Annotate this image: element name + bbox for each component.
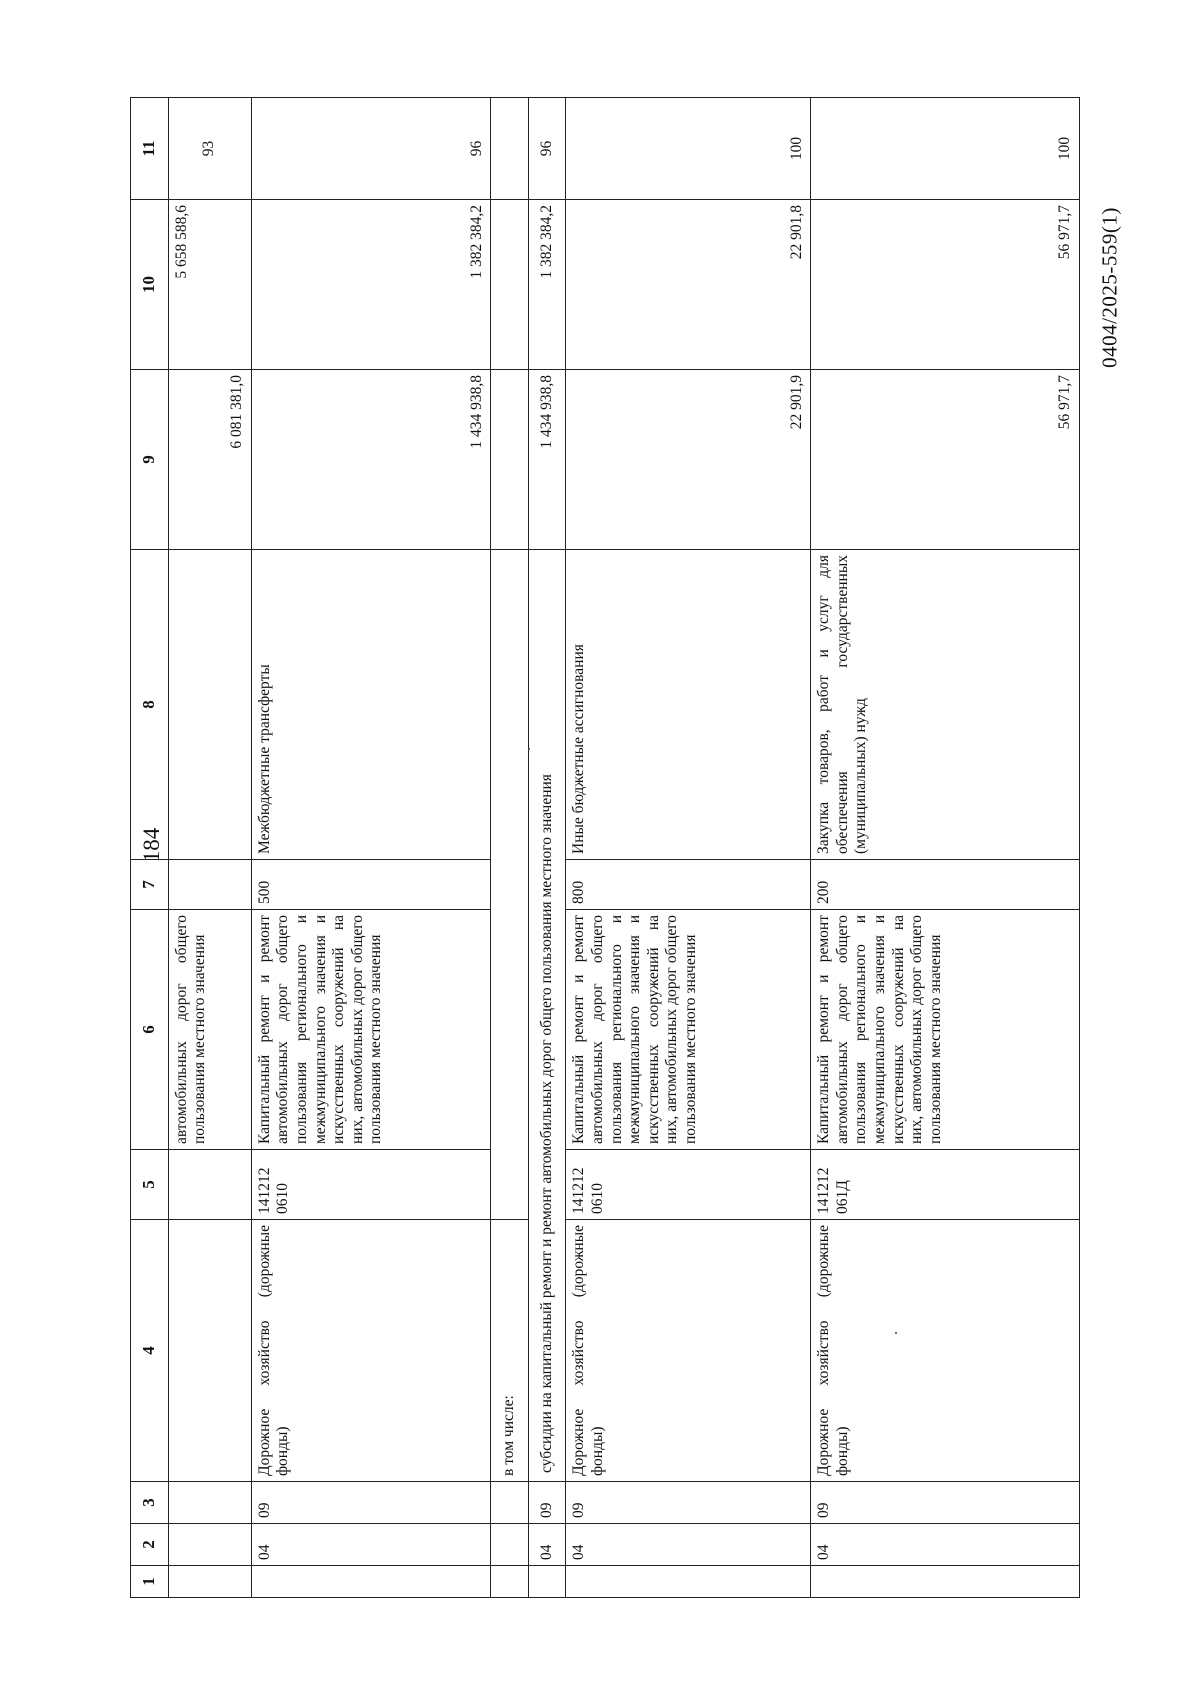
cell: 141212 0610 — [566, 1150, 811, 1220]
cell: 800 — [566, 860, 811, 910]
cell: 500 — [251, 860, 491, 910]
cell — [566, 1566, 811, 1598]
cell: Дорожное хозяйство (дорожные фонды) — [566, 1220, 811, 1482]
cell — [168, 860, 251, 910]
cell-amount: 6 081 381,0 — [168, 370, 251, 550]
cell: 09 — [811, 1482, 1080, 1524]
cell — [491, 200, 529, 370]
cell — [491, 1482, 529, 1524]
subsidy-description: субсидии на капитальный ремонт и ремонт автомобильных дорог общего пользования местного значения — [528, 550, 566, 1482]
cell — [491, 1524, 529, 1566]
header-cell: 1 — [131, 1566, 169, 1598]
cell — [251, 1566, 491, 1598]
cell — [168, 1150, 251, 1220]
cell — [168, 1482, 251, 1524]
cell — [491, 370, 529, 550]
cell: Капитальный ремонт и ремонт автомобильных дорог общего пользования регионального и межмуниципального значения и искусственных сооружений на них, автомобильных дорог общего пользования местного значения — [251, 910, 491, 1150]
cell-amount: 56 971,7 — [811, 200, 1080, 370]
cell-amount: 1 382 384,2 — [251, 200, 491, 370]
table-row — [491, 98, 529, 1598]
budget-table-container — [130, 98, 1080, 1598]
cell-percent: 93 — [168, 98, 251, 200]
cell-percent: 100 — [811, 98, 1080, 200]
in-that-number-label: в том числе: — [491, 1220, 529, 1482]
table-row — [168, 98, 251, 1598]
header-cell: 8 — [131, 550, 169, 860]
cell: 09 — [251, 1482, 491, 1524]
cell — [528, 1566, 566, 1598]
cell — [168, 1566, 251, 1598]
header-cell: 5 — [131, 1150, 169, 1220]
cell-percent: 96 — [251, 98, 491, 200]
header-cell: 11 — [131, 98, 169, 200]
cell: автомобильных дорог общего пользования местного значения — [168, 910, 251, 1150]
cell-percent: 96 — [528, 98, 566, 200]
cell: 04 — [251, 1524, 491, 1566]
page-number: 184 — [139, 827, 164, 863]
cell — [491, 1566, 529, 1598]
scan-speck — [895, 1332, 897, 1334]
cell — [491, 550, 529, 1220]
cell-amount: 5 658 588,6 — [168, 200, 251, 370]
header-cell: 10 — [131, 200, 169, 370]
cell: 200 — [811, 860, 1080, 910]
table-row — [811, 98, 1080, 1598]
cell: 04 — [528, 1524, 566, 1566]
cell: Капитальный ремонт и ремонт автомобильных дорог общего пользования регионального и межмуниципального значения и искусственных сооружений на них, автомобильных дорог общего пользования местного значения — [811, 910, 1080, 1150]
cell: 141212 0610 — [251, 1150, 491, 1220]
cell: 09 — [528, 1482, 566, 1524]
cell: Дорожное хозяйство (дорожные фонды) — [251, 1220, 491, 1482]
cell: Дорожное хозяйство (дорожные фонды) — [811, 1220, 1080, 1482]
table-row — [528, 98, 566, 1598]
header-cell: 9 — [131, 370, 169, 550]
cell — [811, 1566, 1080, 1598]
header-row — [131, 98, 169, 1598]
cell-amount: 1 434 938,8 — [251, 370, 491, 550]
header-cell: 7 — [131, 860, 169, 910]
budget-execution-table — [130, 97, 1080, 1598]
table-row — [251, 98, 491, 1598]
cell-amount: 22 901,8 — [566, 200, 811, 370]
cell — [168, 1220, 251, 1482]
cell — [491, 98, 529, 200]
cell: 04 — [811, 1524, 1080, 1566]
table-row — [566, 98, 811, 1598]
cell: Межбюджетные трансферты — [251, 550, 491, 860]
header-cell: 2 — [131, 1524, 169, 1566]
cell-amount: 1 434 938,8 — [528, 370, 566, 550]
header-cell: 3 — [131, 1482, 169, 1524]
scan-speck — [528, 748, 530, 750]
cell-amount: 22 901,9 — [566, 370, 811, 550]
header-cell: 4 — [131, 1220, 169, 1482]
header-cell: 6 — [131, 910, 169, 1150]
cell: 09 — [566, 1482, 811, 1524]
cell: 04 — [566, 1524, 811, 1566]
cell-percent: 100 — [566, 98, 811, 200]
cell: Иные бюджетные ассигнования — [566, 550, 811, 860]
document-code: 0404/2025-559(1) — [1097, 207, 1122, 368]
cell: 141212 061Д — [811, 1150, 1080, 1220]
cell: Капитальный ремонт и ремонт автомобильных дорог общего пользования регионального и межмуниципального значения и искусственных сооружений на них, автомобильных дорог общего пользования местного значения — [566, 910, 811, 1150]
cell-amount: 56 971,7 — [811, 370, 1080, 550]
cell — [168, 1524, 251, 1566]
cell: Закупка товаров, работ и услуг для обеспечения государственных (муниципальных) нужд — [811, 550, 1080, 860]
cell-amount: 1 382 384,2 — [528, 200, 566, 370]
cell — [168, 550, 251, 860]
